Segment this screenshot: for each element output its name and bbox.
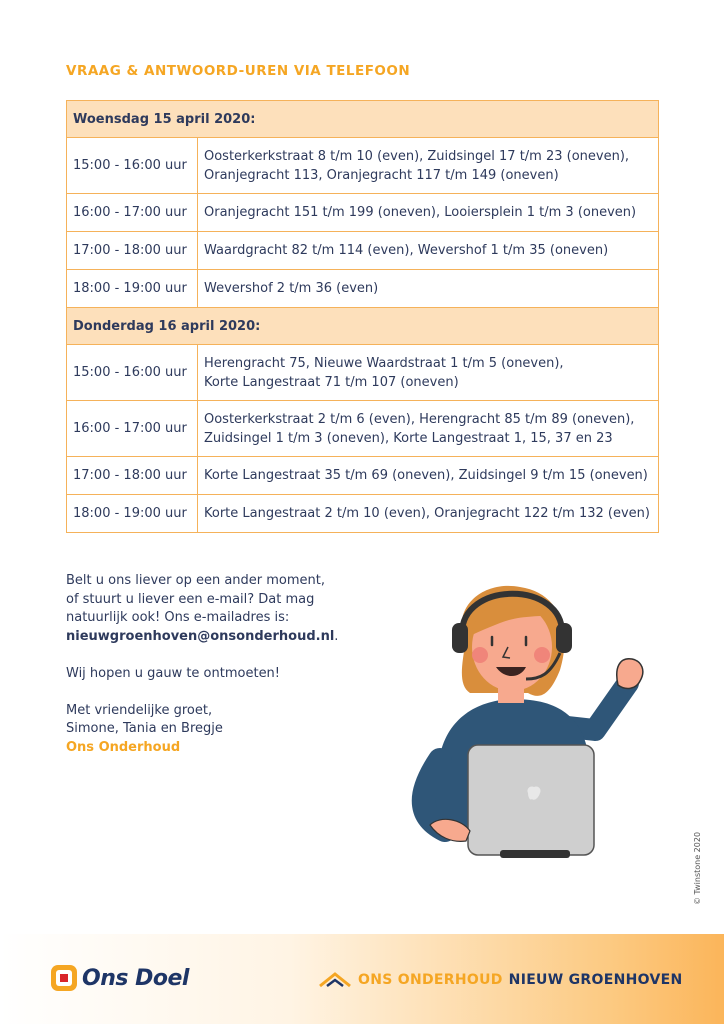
- location-line: Oranjegracht 151 t/m 199 (oneven), Looiersplein 1 t/m 3 (oneven): [204, 205, 637, 220]
- email-suffix: .: [334, 628, 339, 644]
- location-line: Korte Langestraat 71 t/m 107 (oneven): [204, 374, 459, 390]
- ons-doel-logo: [50, 964, 189, 992]
- location-line: Oranjegracht 113, Oranjegracht 117 t/m 149 (oneven): [204, 167, 559, 183]
- page-title: VRAAG & ANTWOORD-UREN VIA TELEFOON: [66, 63, 411, 79]
- ons-onderhoud-text: ONS ONDERHOUD: [358, 972, 503, 988]
- day-header: Woensdag 15 april 2020:: [67, 101, 659, 138]
- closing-text: Met vriendelijke groet,: [66, 702, 213, 718]
- signature-block: [66, 702, 338, 758]
- text-line: of stuurt u liever een e-mail? Dat mag: [66, 591, 315, 607]
- location-line: Korte Langestraat 2 t/m 10 (even), Oranjegracht 122 t/m 132 (even): [204, 506, 650, 521]
- ons-onderhoud-logo: [318, 972, 682, 988]
- slot-time: 16:00 - 17:00 uur: [67, 401, 198, 457]
- nieuw-groenhoven-text: NIEUW GROENHOVEN: [508, 972, 683, 988]
- ons-doel-icon: [50, 964, 78, 992]
- table-row: [67, 495, 659, 533]
- location-line: Oosterkerkstraat 8 t/m 10 (even), Zuidsingel 17 t/m 23 (oneven),: [204, 148, 630, 164]
- footer: [0, 934, 724, 1024]
- day-header-row: [67, 308, 659, 345]
- slot-locations: [198, 270, 659, 308]
- slot-time: 15:00 - 16:00 uur: [67, 345, 198, 401]
- table-row: [67, 457, 659, 495]
- location-line: Herengracht 75, Nieuwe Waardstraat 1 t/m 5 (oneven),: [204, 355, 564, 371]
- day-header-row: [67, 101, 659, 138]
- text-line: natuurlijk ook! Ons e-mailadres is:: [66, 610, 290, 625]
- slot-time: 18:00 - 19:00 uur: [67, 495, 198, 533]
- table-row: [67, 270, 659, 308]
- contact-paragraph: [66, 572, 338, 646]
- slot-locations: [198, 345, 659, 401]
- location-line: Zuidsingel 1 t/m 3 (oneven), Korte Langestraat 1, 15, 37 en 23: [204, 430, 613, 446]
- greeting-paragraph: Wij hopen u gauw te ontmoeten!: [66, 665, 281, 681]
- roof-icon: [318, 972, 352, 988]
- slot-locations: [198, 457, 659, 495]
- location-line: Oosterkerkstraat 2 t/m 6 (even), Herengracht 85 t/m 89 (oneven),: [204, 411, 635, 427]
- schedule-table: [66, 100, 659, 533]
- slot-locations: [198, 401, 659, 457]
- slot-time: 18:00 - 19:00 uur: [67, 270, 198, 308]
- table-row: [67, 401, 659, 457]
- ons-doel-text: Ons Doel: [82, 965, 189, 991]
- table-row: [67, 194, 659, 232]
- day-header: Donderdag 16 april 2020:: [67, 308, 659, 345]
- slot-locations: [198, 232, 659, 270]
- location-line: Waardgracht 82 t/m 114 (even), Wevershof 1 t/m 35 (oneven): [204, 243, 609, 258]
- location-line: Korte Langestraat 35 t/m 69 (oneven), Zuidsingel 9 t/m 15 (oneven): [204, 468, 648, 483]
- signature-org: Ons Onderhoud: [66, 739, 181, 755]
- table-row: [67, 138, 659, 194]
- slot-locations: [198, 495, 659, 533]
- signer-names: Simone, Tania en Bregje: [66, 721, 223, 736]
- table-row: [67, 345, 659, 401]
- letter-body: [66, 572, 338, 776]
- text-line: Belt u ons liever op een ander moment,: [66, 573, 326, 588]
- slot-time: 15:00 - 16:00 uur: [67, 138, 198, 194]
- slot-locations: [198, 138, 659, 194]
- slot-time: 17:00 - 18:00 uur: [67, 457, 198, 495]
- table-row: [67, 232, 659, 270]
- email-link[interactable]: nieuwgroenhoven@onsonderhoud.nl: [66, 628, 335, 644]
- helpdesk-illustration: [400, 575, 660, 865]
- location-line: Wevershof 2 t/m 36 (even): [204, 281, 379, 296]
- slot-time: 17:00 - 18:00 uur: [67, 232, 198, 270]
- slot-locations: [198, 194, 659, 232]
- copyright-text: © Twinstone 2020: [693, 831, 702, 905]
- slot-time: 16:00 - 17:00 uur: [67, 194, 198, 232]
